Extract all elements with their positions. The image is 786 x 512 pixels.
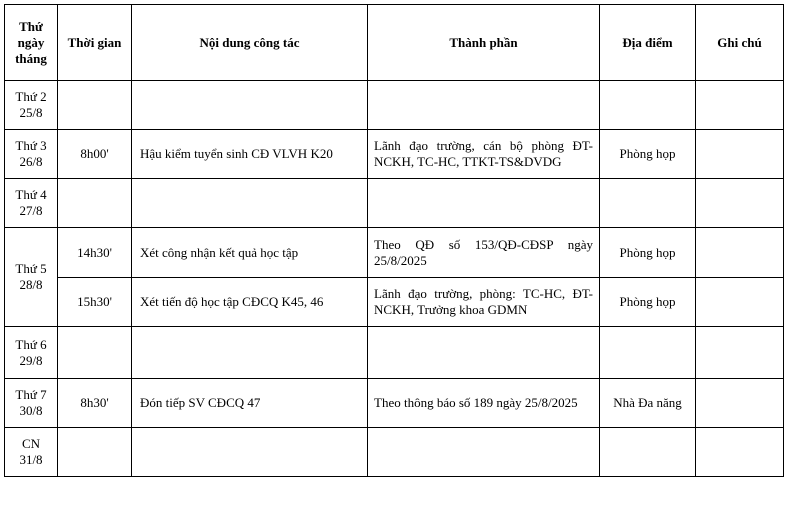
location-cell [600, 428, 696, 477]
location-cell [600, 327, 696, 379]
day-cell [5, 130, 58, 179]
weekday-label: CN [21, 436, 41, 451]
day-cell [5, 81, 58, 130]
weekday-label: Thứ 2 [15, 89, 47, 104]
notes-cell [696, 81, 784, 130]
header-participants: Thành phần [368, 5, 600, 81]
content-cell [132, 179, 368, 228]
participants-cell [368, 179, 600, 228]
time-cell: 15h30' [58, 278, 132, 327]
time-cell [58, 179, 132, 228]
time-cell: 8h30' [58, 379, 132, 428]
location-cell: Phòng họp [600, 228, 696, 278]
date-label: 28/8 [19, 277, 43, 292]
location-cell [600, 81, 696, 130]
time-cell: 14h30' [58, 228, 132, 278]
header-location: Địa điểm [600, 5, 696, 81]
header-content: Nội dung công tác [132, 5, 368, 81]
date-label: 27/8 [19, 203, 43, 218]
notes-cell [696, 179, 784, 228]
location-cell: Nhà Đa năng [600, 379, 696, 428]
table-row [5, 428, 784, 477]
weekday-label: Thứ 4 [15, 187, 47, 202]
date-label: 25/8 [19, 105, 43, 120]
table-row [5, 278, 784, 327]
table-row [5, 179, 784, 228]
time-cell [58, 81, 132, 130]
time-cell [58, 428, 132, 477]
notes-cell [696, 228, 784, 278]
location-cell: Phòng họp [600, 130, 696, 179]
notes-cell [696, 379, 784, 428]
table-row [5, 81, 784, 130]
participants-cell: Lãnh đạo trường, cán bộ phòng ĐT-NCKH, TC-HC, TTKT-TS&DVDG [368, 130, 600, 179]
header-time: Thời gian [58, 5, 132, 81]
participants-cell [368, 81, 600, 130]
time-cell [58, 327, 132, 379]
participants-cell [368, 428, 600, 477]
content-cell: Hậu kiểm tuyển sinh CĐ VLVH K20 [132, 130, 368, 179]
content-cell: Xét công nhận kết quả học tập [132, 228, 368, 278]
content-cell [132, 428, 368, 477]
participants-cell [368, 327, 600, 379]
header-row [5, 5, 784, 81]
participants-cell: Theo QĐ số 153/QĐ-CĐSP ngày 25/8/2025 [368, 228, 600, 278]
day-cell [5, 379, 58, 428]
content-cell: Xét tiến độ học tập CĐCQ K45, 46 [132, 278, 368, 327]
day-cell [5, 228, 58, 327]
content-cell [132, 81, 368, 130]
table-row [5, 327, 784, 379]
date-label: 26/8 [19, 154, 43, 169]
weekday-label: Thứ 6 [15, 336, 47, 352]
day-cell [5, 327, 58, 379]
table-row [5, 228, 784, 278]
weekday-label: Thứ 3 [15, 138, 47, 153]
date-label: 29/8 [19, 352, 43, 368]
content-cell: Đón tiếp SV CĐCQ 47 [132, 379, 368, 428]
weekday-label: Thứ 7 [15, 387, 47, 402]
header-day: Thứ ngày tháng [5, 5, 58, 81]
location-cell [600, 179, 696, 228]
location-cell: Phòng họp [600, 278, 696, 327]
participants-cell: Theo thông báo số 189 ngày 25/8/2025 [368, 379, 600, 428]
date-label: 31/8 [19, 452, 43, 467]
content-cell [132, 327, 368, 379]
participants-cell: Lãnh đạo trường, phòng: TC-HC, ĐT-NCKH, Trưởng khoa GDMN [368, 278, 600, 327]
date-label: 30/8 [19, 403, 43, 418]
notes-cell [696, 327, 784, 379]
notes-cell [696, 278, 784, 327]
weekday-label: Thứ 5 [15, 261, 47, 276]
weekly-schedule-table [4, 4, 784, 477]
header-notes: Ghi chú [696, 5, 784, 81]
notes-cell [696, 428, 784, 477]
table-row [5, 130, 784, 179]
time-cell: 8h00' [58, 130, 132, 179]
notes-cell [696, 130, 784, 179]
day-cell [5, 428, 58, 477]
day-cell [5, 179, 58, 228]
table-row [5, 379, 784, 428]
